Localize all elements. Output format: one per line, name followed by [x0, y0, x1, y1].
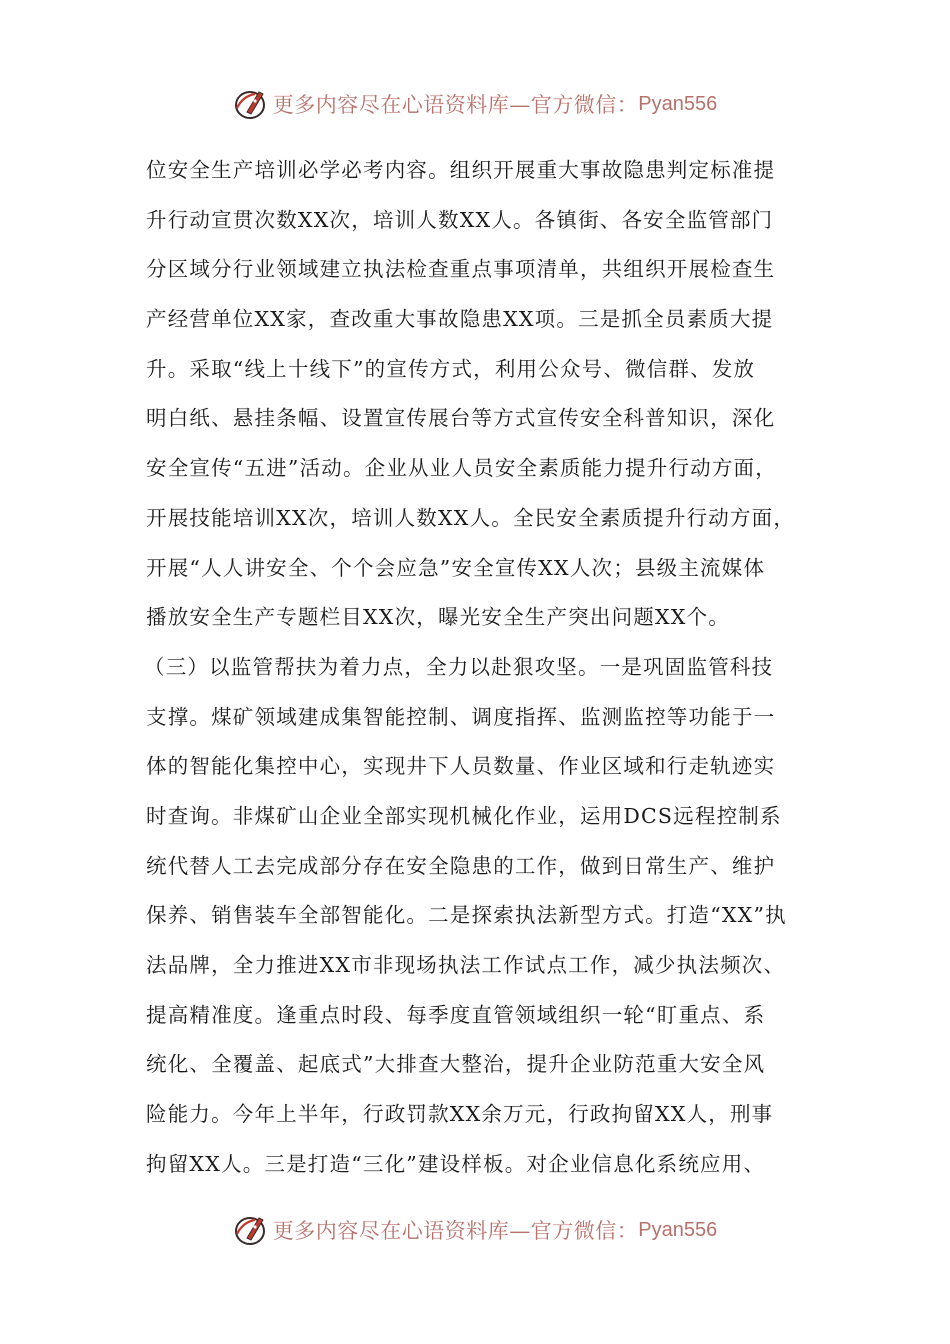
body-line: 法品牌，全力推进XX市非现场执法工作试点工作，减少执法频次、 [146, 953, 786, 977]
body-line: 统代替人工去完成部分存在安全隐患的工作，做到日常生产、维护 [146, 853, 776, 878]
body-line: 升行动宣贯次数XX次，培训人数XX人。各镇街、各安全监管部门 [146, 207, 774, 232]
body-line: 播放安全生产专题栏目XX次，曝光安全生产突出问题XX个。 [146, 605, 730, 630]
document-body [146, 146, 822, 1189]
header-banner-wechat-id: Pyan556 [638, 92, 718, 115]
body-line: 拘留XX人。三是打造“三化”建设样板。对企业信息化系统应用、 [146, 1151, 766, 1176]
body-line: 产经营单位XX家，查改重大事故隐患XX项。三是抓全员素质大提 [146, 307, 774, 332]
header-banner [0, 82, 950, 126]
body-line: 升。采取“线上十线下”的宣传方式，利用公众号、微信群、发放 [146, 356, 756, 381]
body-line: 开展技能培训XX次，培训人数XX人。全民安全素质提升行动方面， [146, 505, 796, 530]
body-line: 位安全生产培训必学必考内容。组织开展重大事故隐患判定标准提 [146, 158, 776, 182]
body-line: 明白纸、悬挂条幅、设置宣传展台等方式宣传安全科普知识，深化 [146, 406, 776, 431]
body-line: 支撑。煤矿领域建成集智能控制、调度指挥、监测监控等功能于一 [146, 704, 776, 729]
section-heading-line: （三）以监管帮扶为着力点，全力以赴狠攻坚。一是巩固监管科技 [144, 654, 774, 679]
body-line: 分区域分行业领域建立执法检查重点事项清单，共组织开展检查生 [146, 257, 776, 282]
body-line: 险能力。今年上半年，行政罚款XX余万元，行政拘留XX人，刑事 [146, 1102, 774, 1127]
body-line: 开展“人人讲安全、个个会应急”安全宣传XX人次；县级主流媒体 [146, 555, 766, 580]
header-banner-text: 更多内容尽在心语资料库—官方微信： [272, 93, 639, 117]
body-line: 统化、全覆盖、起底式”大排查大整治，提升企业防范重大安全风 [146, 1052, 766, 1077]
pen-nib-circle-icon [233, 86, 269, 122]
body-line: 安全宣传“五进”活动。企业从业人员安全素质能力提升行动方面， [146, 456, 777, 481]
body-line: 保养、销售装车全部智能化。二是探索执法新型方式。打造“XX”执 [146, 903, 787, 928]
body-line: 提高精准度。逢重点时段、每季度直管领域组织一轮“盯重点、系 [146, 1002, 766, 1027]
footer-banner-text: 更多内容尽在心语资料库—官方微信： [272, 1219, 639, 1243]
body-line: 体的智能化集控中心，实现井下人员数量、作业区域和行走轨迹实 [146, 754, 776, 779]
footer-banner [0, 1208, 950, 1252]
body-line: 时查询。非煤矿山企业全部实现机械化作业，运用DCS远程控制系 [146, 803, 782, 828]
footer-banner-wechat-id: Pyan556 [638, 1218, 718, 1241]
pen-nib-circle-icon [233, 1212, 269, 1248]
